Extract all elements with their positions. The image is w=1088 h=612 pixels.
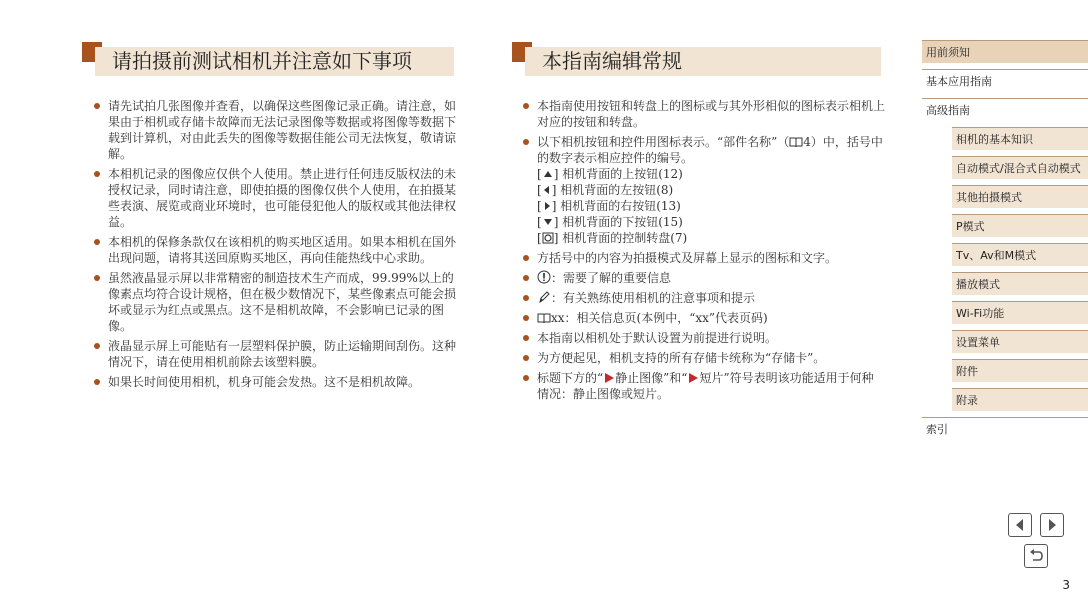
list-item	[521, 370, 885, 402]
button-description: 相机背面的下按钮(15)	[562, 215, 683, 229]
button-description: 相机背面的右按钮(13)	[560, 199, 681, 213]
sidebar-item-appendix[interactable]: 附录	[952, 388, 1088, 411]
button-description: 相机背面的上按钮(12)	[562, 167, 683, 181]
right-heading-title: 本指南编辑常规	[525, 47, 881, 76]
list-item: 如果长时间使用相机，机身可能会发热。这不是相机故障。	[92, 374, 456, 390]
list-item: 虽然液晶显示屏以非常精密的制造技术生产而成，99.99%以上的像素点均符合设计规格，但在极少数情况下，某些像素点可能会损坏或显示为红点或黑点。这不是相机故障，不会影响已记录的图像。	[92, 270, 456, 334]
list-item: 本指南以相机处于默认设置为前提进行说明。	[521, 330, 885, 346]
arrow-right-icon	[1041, 514, 1063, 536]
list-item-text: 以下相机按钮和控件用图标表示。“部件名称”（	[537, 135, 790, 149]
left-section-heading	[82, 42, 454, 76]
sidebar-item-tv-av-m-mode[interactable]: Tv、Av和M模式	[952, 243, 1088, 266]
page-reference-link[interactable]: 4	[803, 135, 811, 149]
up-button-icon	[542, 168, 554, 180]
sidebar-item-auto-mode[interactable]: 自动模式/混合式自动模式	[952, 156, 1088, 179]
list-item-text: ：需要了解的重要信息	[551, 271, 672, 285]
down-button-icon	[542, 216, 554, 228]
list-item: 液晶显示屏上可能贴有一层塑料保护膜，防止运输期间刮伤。这种情况下，请在使用相机前除去该塑料膜。	[92, 338, 456, 370]
next-page-button[interactable]	[1040, 513, 1064, 537]
sidebar-item-wifi[interactable]: Wi-Fi功能	[952, 301, 1088, 324]
page-number: 3	[1062, 578, 1070, 592]
list-item-text: ”和“	[663, 371, 688, 385]
sidebar-item-basic-guide[interactable]: 基本应用指南	[922, 69, 1088, 92]
list-item	[521, 290, 885, 306]
list-item-text: xx：相关信息页(本例中，“xx”代表页码)	[551, 311, 768, 325]
list-item: 方括号中的内容为拍摄模式及屏幕上显示的图标和文字。	[521, 250, 885, 266]
book-icon	[537, 312, 551, 324]
sidebar-item-other-shooting-modes[interactable]: 其他拍摄模式	[952, 185, 1088, 208]
still-image-label: 静止图像	[615, 371, 664, 385]
movie-label: 短片	[699, 371, 724, 385]
sidebar-item-accessories[interactable]: 附件	[952, 359, 1088, 382]
list-item	[521, 310, 885, 326]
list-item: 本指南使用按钮和转盘上的图标或与其外形相似的图标表示相机上对应的按钮和转盘。	[521, 98, 885, 130]
red-play-arrow-icon	[687, 372, 699, 384]
list-item	[521, 270, 885, 286]
left-heading-title: 请拍摄前测试相机并注意如下事项	[95, 47, 454, 76]
red-play-arrow-icon	[603, 372, 615, 384]
list-item-text: ）中，括号中的数字表示相应控件的编号。	[537, 135, 883, 165]
left-bullet-list	[92, 98, 456, 394]
sidebar-item-p-mode[interactable]: P模式	[952, 214, 1088, 237]
list-item: 为方便起见，相机支持的所有存储卡统称为“存储卡”。	[521, 350, 885, 366]
button-icon-row: [ ] 相机背面的右按钮(13)	[537, 199, 681, 213]
button-icon-row: [ ] 相机背面的下按钮(15)	[537, 215, 683, 229]
arrow-left-icon	[1009, 514, 1031, 536]
control-dial-icon	[542, 232, 554, 244]
sidebar-item-advanced-guide[interactable]: 高级指南	[922, 98, 1088, 121]
sidebar-item-playback-mode[interactable]: 播放模式	[952, 272, 1088, 295]
button-icon-row: [ ] 相机背面的左按钮(8)	[537, 183, 674, 197]
return-icon	[1025, 545, 1047, 567]
list-item-text: ：有关熟练使用相机的注意事项和提示	[551, 291, 756, 305]
right-section-heading	[512, 42, 884, 76]
return-button[interactable]	[1024, 544, 1048, 568]
important-icon	[537, 270, 551, 284]
left-button-icon	[542, 184, 552, 196]
sidebar-item-camera-basics[interactable]: 相机的基本知识	[952, 127, 1088, 150]
list-item: 本相机的保修条款仅在该相机的购买地区适用。如果本相机在国外出现问题，请将其送回原购买地区，再向佳能热线中心求助。	[92, 234, 456, 266]
list-item-text: ”符号表明该功能适用于何种情况：静止图像或短片。	[537, 371, 874, 401]
button-description: 相机背面的控制转盘(7)	[562, 231, 688, 245]
book-icon	[789, 136, 803, 148]
previous-page-button[interactable]	[1008, 513, 1032, 537]
sidebar-item-setup-menu[interactable]: 设置菜单	[952, 330, 1088, 353]
list-item-text: 标题下方的“	[537, 371, 604, 385]
button-icon-row: [ ] 相机背面的上按钮(12)	[537, 167, 683, 181]
sidebar-item-before-use[interactable]: 用前须知	[922, 40, 1088, 63]
button-icon-row: [ ] 相机背面的控制转盘(7)	[537, 231, 688, 245]
right-button-icon	[542, 200, 552, 212]
list-item: 请先试拍几张图像并查看，以确保这些图像记录正确。请注意，如果由于相机或存储卡故障而无法记录图像等数据或将图像等数据下载到计算机，对由此丢失的图像等数据佳能公司无法恢复，敬请谅解。	[92, 98, 456, 162]
list-item	[521, 134, 885, 246]
list-item: 本相机记录的图像应仅供个人使用。禁止进行任何违反版权法的未授权记录，同时请注意，即使拍摄的图像仅供个人使用，在拍摄某些表演、展览或商业环境时，也可能侵犯他人的版权或其他法律权益。	[92, 166, 456, 230]
right-bullet-list	[521, 98, 885, 406]
pencil-icon	[537, 290, 551, 304]
button-description: 相机背面的左按钮(8)	[560, 183, 674, 197]
sidebar-item-index[interactable]: 索引	[922, 417, 1088, 440]
